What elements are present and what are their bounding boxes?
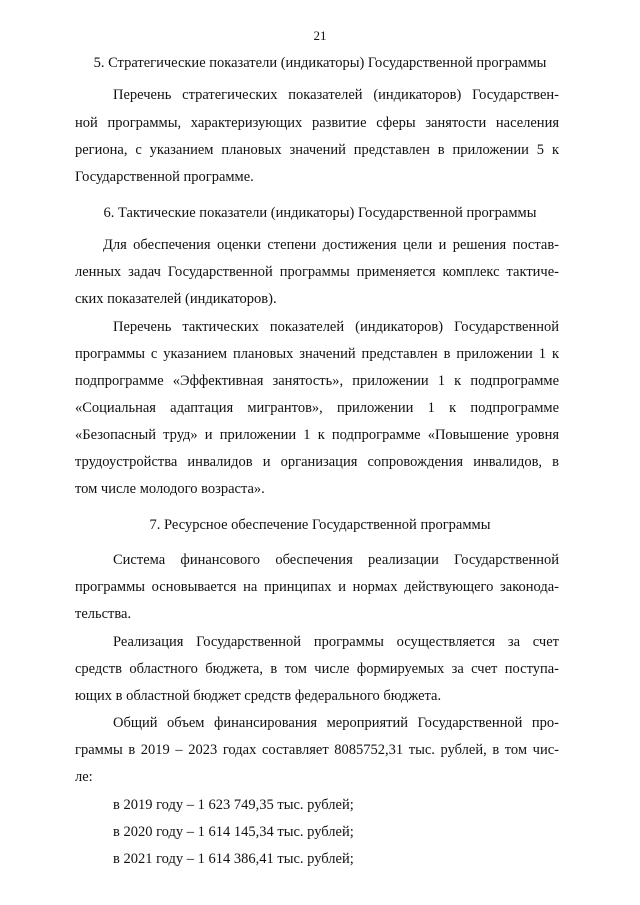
section-6-p2-line-6: трудоустройства инвалидов и организация сопровождения инвалидов, в	[75, 454, 559, 470]
section-7-p3-line-2: граммы в 2019 – 2023 годах составляет 8085752,31 тыс. рублей, в том чис-	[75, 742, 559, 758]
section-6-p1-line-1: Для обеспечения оценки степени достижения цели и решения постав-	[103, 237, 559, 253]
section-7-p3-line-1: Общий объем финансирования мероприятий Государственной про-	[113, 715, 559, 731]
section-7-p2-line-2: средств областного бюджета, в том числе формируемых за счет поступа-	[75, 661, 559, 677]
section-6-p2-line-2: программы с указанием плановых значений представлен в приложении 1 к	[75, 346, 559, 362]
section-6-p2-line-1: Перечень тактических показателей (индикаторов) Государственной	[113, 319, 559, 335]
section-6-heading: 6. Тактические показатели (индикаторы) Государственной программы	[103, 205, 537, 221]
section-5-heading: 5. Стратегические показатели (индикаторы) Государственной программы	[93, 55, 547, 71]
section-5-line-3: региона, с указанием плановых значений представлен в приложении 5 к	[75, 142, 559, 158]
section-7-p1-line-2: программы основывается на принципах и нормах действующего законода-	[75, 579, 559, 595]
page-number: 21	[313, 28, 327, 43]
section-5-line-1: Перечень стратегических показателей (индикаторов) Государствен-	[113, 87, 559, 103]
funding-year-2019: в 2019 году – 1 623 749,35 тыс. рублей;	[113, 797, 354, 813]
section-6-p1-line-3: ских показателей (индикаторов).	[75, 291, 277, 307]
section-6-p2-line-3: подпрограмме «Эффективная занятость», приложении 1 к подпрограмме	[75, 373, 559, 389]
section-7-p1-line-3: тельства.	[75, 606, 132, 622]
funding-year-2021: в 2021 году – 1 614 386,41 тыс. рублей;	[113, 851, 354, 867]
section-6-p2-line-7: том числе молодого возраста».	[75, 481, 265, 497]
section-7-p2-line-1: Реализация Государственной программы осуществляется за счет	[113, 634, 559, 650]
section-7-p3-line-3: ле:	[75, 769, 93, 785]
section-5-line-4: Государственной программе.	[75, 169, 254, 185]
funding-year-2020: в 2020 году – 1 614 145,34 тыс. рублей;	[113, 824, 354, 840]
section-7-p1-line-1: Система финансового обеспечения реализации Государственной	[113, 552, 559, 568]
section-6-p2-line-5: «Безопасный труд» и приложении 1 к подпрограмме «Повышение уровня	[75, 427, 559, 443]
section-6-p2-line-4: «Социальная адаптация мигрантов», приложении 1 к подпрограмме	[75, 400, 559, 416]
section-7-heading: 7. Ресурсное обеспечение Государственной программы	[149, 517, 491, 533]
section-5-line-2: ной программы, характеризующих развитие сферы занятости населения	[75, 115, 559, 131]
section-7-p2-line-3: ющих в областной бюджет средств федерального бюджета.	[75, 688, 442, 704]
section-6-p1-line-2: ленных задач Государственной программы применяется комплекс тактиче-	[75, 264, 559, 280]
